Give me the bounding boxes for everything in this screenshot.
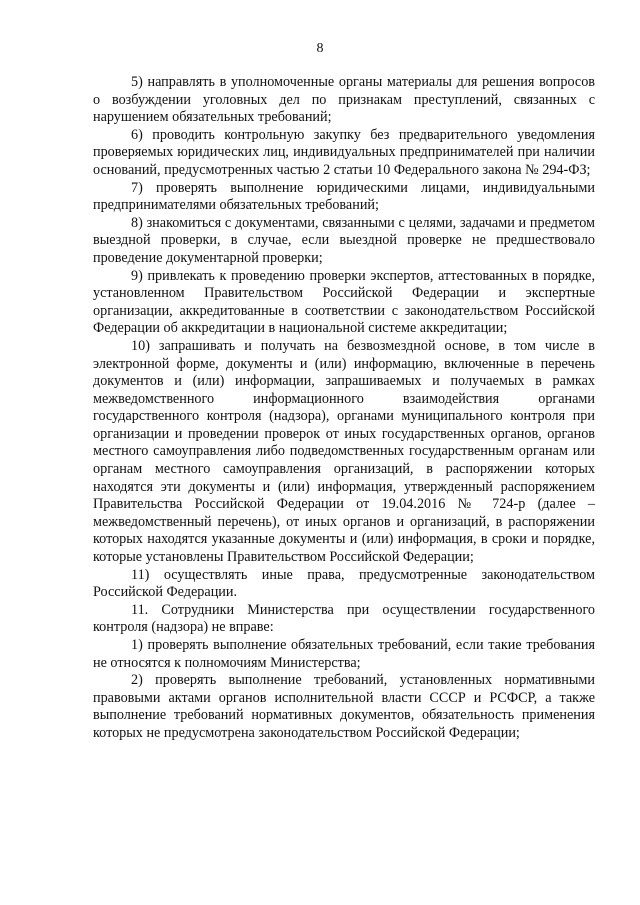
prohibition-item-1: 1) проверять выполнение обязательных требований, если такие требования не относятся к полномочиям Министерства;	[93, 637, 595, 671]
paragraph-item-11: 11) осуществлять иные права, предусмотренные законодательством Российской Федерации.	[93, 566, 595, 601]
paragraph-item-7: 7) проверять выполнение юридическими лицами, индивидуальными предпринимателями обязательных требований;	[93, 179, 595, 214]
paragraph-item-9: 9) привлекать к проведению проверки экспертов, аттестованных в порядке, установленном Правительством Российской Федерации и экспертные организации, аккредитованные в соответствии с законодательством Российской Федерации об аккредитации в национальной системе аккредитации;	[93, 267, 595, 337]
paragraph-item-5: 5) направлять в уполномоченные органы материалы для решения вопросов о возбуждении уголовных дел по признакам преступлений, связанных с нарушением обязательных требований;	[93, 74, 595, 126]
paragraph-item-6: 6) проводить контрольную закупку без предварительного уведомления проверяемых юридических лиц, индивидуальных предпринимателей при наличии оснований, предусмотренных частью 2 статьи 10 Федерального закона № 294-ФЗ;	[93, 126, 595, 178]
document-body	[93, 74, 595, 743]
paragraph-item-10: 10) запрашивать и получать на безвозмездной основе, в том числе в электронной форме, документы и (или) информацию, включенные в перечень документов и (или) информации, запрашиваемых и получаемых в рамках межведомственного информационного взаимодействия органами государственного контроля (надзора), органами муниципального контроля при организации и проведении проверок от иных государственных органов, органов местного самоуправления либо подведомственных государственным органам или органам местного самоуправления организаций, в распоряжении которых находятся эти документы и (или) информация, утвержденный распоряжением Правительства Российской Федерации от 19.04.2016 № 724-р (далее – межведомственный перечень), от иных органов и организаций, в распоряжении которых находятся указанные документы и (или) информация, в сроки и порядке, которые установлены Правительством Российской Федерации;	[93, 337, 595, 566]
page-number: 8	[316, 41, 324, 56]
section-11-heading: 11. Сотрудники Министерства при осуществлении государственного контроля (надзора) не вправе:	[93, 601, 595, 636]
paragraph-item-8: 8) знакомиться с документами, связанными с целями, задачами и предметом выездной проверки, в случае, если выездной проверке не предшествовало проведение документарной проверки;	[93, 214, 595, 266]
prohibition-item-2: 2) проверять выполнение требований, установленных нормативными правовыми актами органов исполнительной власти СССР и РСФСР, а также выполнение требований нормативных документов, обязательность применения которых не предусмотрена законодательством Российской Федерации;	[93, 672, 595, 741]
